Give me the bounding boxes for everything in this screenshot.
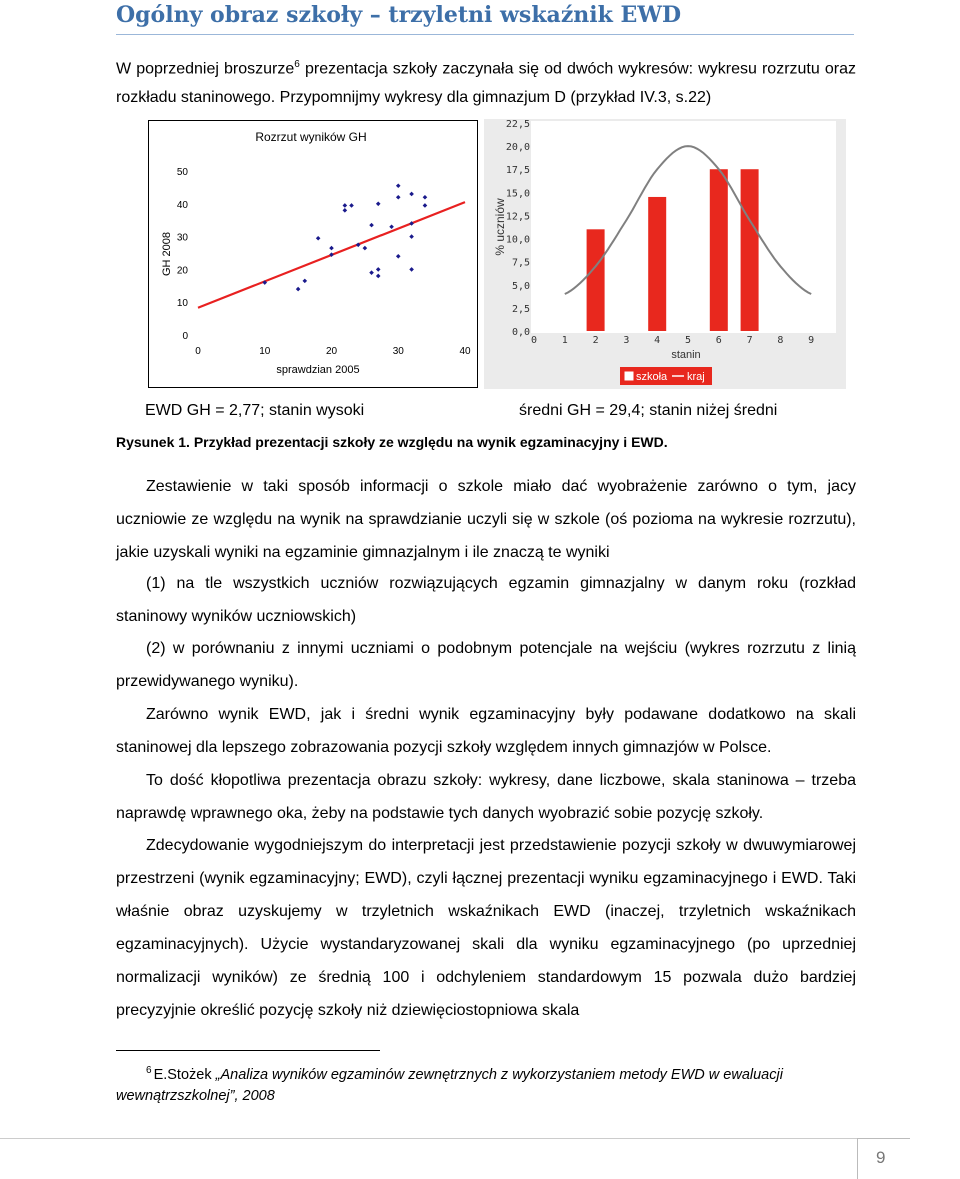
stanine-y-tick: 2,5: [511, 303, 530, 315]
stanine-y-axis-label: % uczniów: [493, 198, 507, 256]
footnote: [116, 1060, 856, 1107]
scatter-y-axis-label: GH 2008: [161, 231, 173, 277]
scatter-y-tick: 40: [176, 199, 188, 211]
stanine-bar: [741, 169, 759, 331]
stanine-x-axis-label: stanin: [671, 349, 701, 361]
stanine-x-tick: 1: [561, 335, 568, 346]
stanine-x-tick: 4: [654, 335, 661, 346]
stanine-bar: [710, 169, 728, 331]
paragraph-6: Zdecydowanie wygodniejszym do interpretacji jest przedstawienie pozycji szkoły w dwuwymiarowej przestrzeni (wynik egzaminacyjny; EWD), czyli łącznej prezentacji wyniku egzaminacyjnego i EWD. Taki właśnie obraz uzyskujemy w trzyletnich wskaźnikach EWD (inaczej, trzyletnich wskaźnikach egzaminacyjnych). Użycie wystandaryzowanej skali dla wyniku egzaminacyjnego (po uprzedniej normalizacji wyników) ze średnią 100 i odchyleniem standardowym 15 pozwala dużo bardziej precyzyjnie określić pozycję szkoły niż dziewięciostopniowa skala: [116, 837, 856, 1019]
stanine-x-tick: 8: [777, 335, 784, 346]
page-number: 9: [876, 1148, 886, 1167]
scatter-title: Rozrzut wyników GH: [255, 130, 367, 144]
scatter-y-tick: 20: [176, 265, 188, 277]
paragraph-4: Zarówno wynik EWD, jak i średni wynik egzaminacyjny były podawane dodatkowo na skali staninowej dla lepszego zobrazowania pozycji szkoły względem innych gimnazjów w Polsce.: [116, 706, 856, 756]
scatter-y-tick: 30: [176, 232, 188, 244]
scatter-x-tick: 30: [392, 346, 404, 357]
stanine-bar: [648, 197, 666, 331]
stanine-y-tick: 5,0: [511, 280, 530, 292]
stanine-x-tick: 0: [530, 335, 538, 346]
page-title: Ogólny obraz szkoły – trzyletni wskaźnik EWD: [116, 2, 682, 28]
footnote-separator: [116, 1050, 380, 1051]
scatter-x-tick: 40: [459, 346, 471, 357]
stanine-y-tick: 12,5: [505, 211, 530, 223]
scatter-x-tick: 0: [195, 346, 201, 357]
stanine-x-tick: 6: [715, 335, 722, 346]
paragraph-1: Zestawienie w taki sposób informacji o szkole miało dać wyobrażenie zarówno o tym, jacy uczniowie ze względu na wynik na sprawdzianie uczyli się w szkole (oś pozioma na wykresie rozrzutu), jakie uzyskali wyniki na egzaminie gimnazjalnym i ile znaczą te wyniki: [116, 478, 856, 561]
intro-paragraph: [116, 50, 856, 112]
scatter-x-axis-label: sprawdzian 2005: [276, 364, 360, 376]
footnote-number: 6: [146, 1065, 152, 1076]
stanine-y-tick: 0,0: [511, 327, 530, 338]
scatter-x-tick: 20: [325, 346, 338, 357]
scatter-x-tick: 10: [259, 346, 271, 357]
scatter-y-tick: 0: [182, 331, 188, 342]
stanine-x-tick: 3: [623, 335, 630, 346]
footnote-author: E.Stożek: [153, 1066, 216, 1083]
footnote-title: „Analiza wyników egzaminów zewnętrznych z wykorzystaniem metody EWD w ewaluacji wewnątrzszkolnej”: [116, 1066, 783, 1104]
footer-rule: [0, 1138, 857, 1139]
scatter-chart: [148, 120, 478, 388]
paragraph-3: (2) w porównaniu z innymi uczniami o podobnym potencjale na wejściu (wykres rozrzutu z linią przewidywanego wyniku).: [116, 640, 856, 690]
caption-mean-gh: średni GH = 29,4; stanin niżej średni: [519, 402, 778, 419]
stanine-x-tick: 7: [746, 335, 753, 346]
intro-text-1: W poprzedniej broszurze: [116, 60, 295, 78]
intro-text-2: prezentacja szkoły zaczynała się od dwóch wykresów: wykresu rozrzutu oraz rozkładu staninowego. Przypomnijmy wykresy dla gimnazjum D (przykład IV.3, s.22): [116, 60, 857, 107]
stanine-x-tick: 5: [684, 335, 692, 346]
stanine-x-tick: 2: [592, 335, 599, 346]
legend-school: szkoła: [636, 371, 668, 383]
stanine-y-tick: 10,0: [505, 234, 530, 246]
stanine-y-tick: 22,5: [505, 119, 530, 130]
stanine-y-tick: 15,0: [505, 188, 530, 200]
title-underline: [116, 34, 854, 35]
paragraph-2: (1) na tle wszystkich uczniów rozwiązujących egzamin gimnazjalny w danym roku (rozkład staninowy wyników uczniowskich): [116, 575, 856, 625]
scatter-y-tick: 10: [176, 298, 188, 310]
figure-caption: Rysunek 1. Przykład prezentacji szkoły ze względu na wynik egzaminacyjny i EWD.: [116, 434, 668, 450]
paragraph-5: To dość kłopotliwa prezentacja obrazu szkoły: wykresy, dane liczbowe, skala staninowa – trzeba naprawdę wprawnego oka, żeby na podstawie tych danych wyobrazić sobie pozycję szkoły.: [116, 772, 856, 822]
footnote-year: , 2008: [234, 1087, 275, 1104]
stanine-chart: [484, 119, 846, 389]
stanine-y-tick: 7,5: [511, 257, 530, 269]
footnote-reference[interactable]: 6: [294, 59, 300, 70]
stanine-bar: [587, 229, 605, 331]
scatter-y-tick: 50: [176, 167, 188, 178]
stanine-legend: [620, 367, 712, 385]
stanine-y-tick: 17,5: [505, 165, 530, 177]
stanine-y-tick: 20,0: [505, 142, 530, 154]
stanine-x-tick: 9: [808, 335, 815, 346]
caption-ewd: EWD GH = 2,77; stanin wysoki: [145, 402, 365, 419]
legend-country: kraj: [687, 371, 705, 383]
